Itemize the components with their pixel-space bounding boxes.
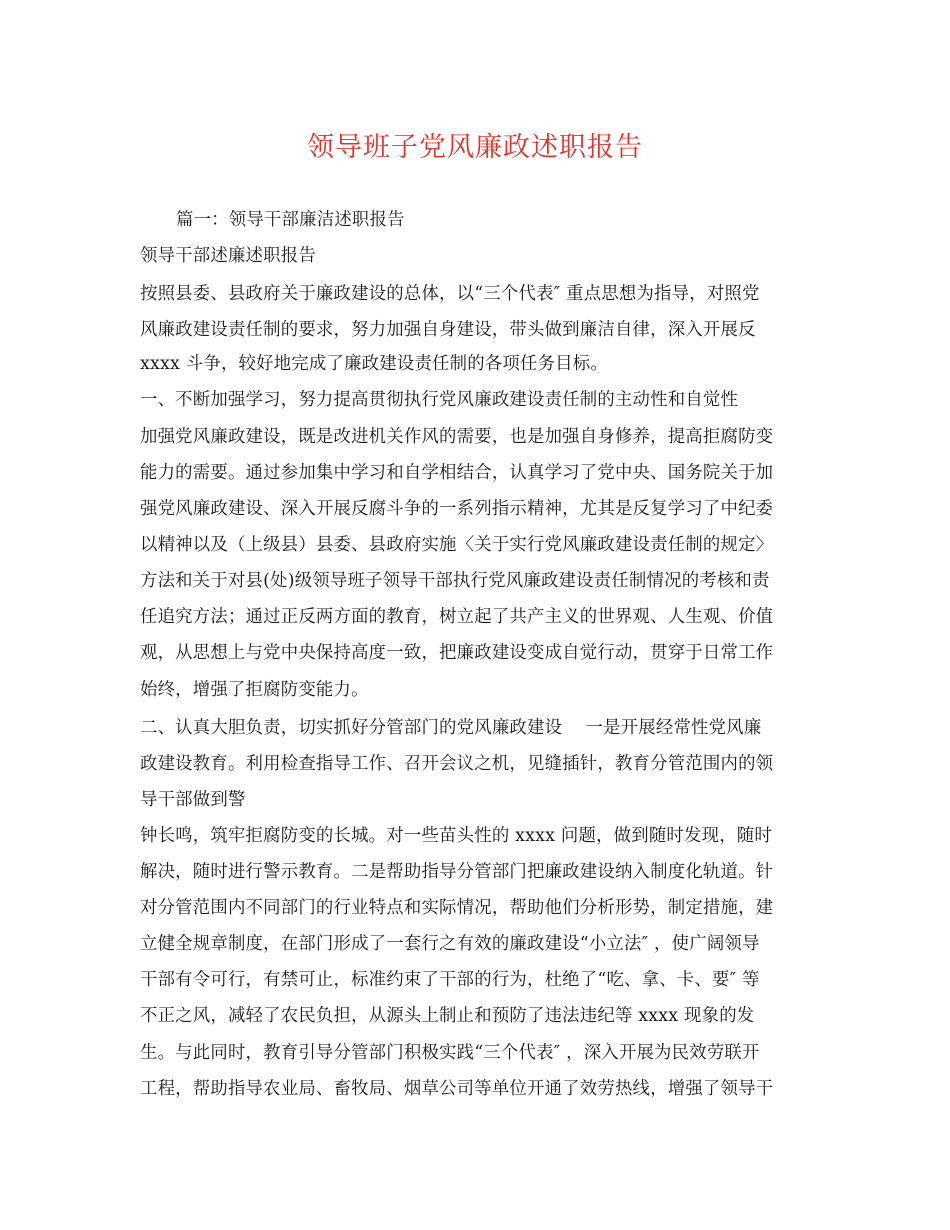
body-line: 生。与此同时，教育引导分管部门积极实践“三个代表″ ，深入开展为民效劳联开 (140, 1043, 760, 1063)
body-line: 任追究方法；通过正反两方面的教育，树立起了共产主义的世界观、人生观、价值 (140, 607, 774, 627)
body-line: 能力的需要。通过参加集中学习和自学相结合，认真学习了党中央、国务院关于加 (140, 463, 774, 483)
body-line: 强党风廉政建设、深入开展反腐斗争的一系列指示精神，尤其是反复学习了中纪委 (140, 499, 774, 519)
body-line: 按照县委、县政府关于廉政建设的总体，以“三个代表″ 重点思想为指导，对照党 (140, 284, 760, 304)
point-heading: 一、不断加强学习，努力提高贯彻执行党风廉政建设责任制的主动性和自觉性 (140, 390, 739, 410)
subheading: 领导干部述廉述职报告 (140, 246, 316, 266)
section-heading: 篇一：领导干部廉洁述职报告 (176, 210, 405, 230)
body-line: 钟长鸣，筑牢拒腐防变的长城。对一些苗头性的 xxxx 问题，做到随时发现，随时 (140, 826, 772, 846)
point-heading: 二、认真大胆负责，切实抓好分管部门的党风廉政建设 一是开展经常性党风廉 (140, 718, 762, 738)
body-line: 立健全规章制度，在部门形成了一套行之有效的廉政建设“小立法″ ，使广阔领导 (140, 934, 760, 954)
body-line: 对分管范围内不同部门的行业特点和实际情况，帮助他们分析形势，制定措施，建 (140, 898, 774, 918)
body-line: 政建设教育。利用检查指导工作、召开会议之机，见缝插针，教育分管范围内的领 (140, 754, 774, 774)
body-line: 方法和关于对县(处)级领导班子领导干部执行党风廉政建设责任制情况的考核和责 (140, 571, 770, 591)
body-line: 观，从思想上与党中央保持高度一致，把廉政建设变成自觉行动，贯穿于日常工作 (140, 643, 774, 663)
body-line: 解决，随时进行警示教育。二是帮助指导分管部门把廉政建设纳入制度化轨道。针 (140, 862, 774, 882)
body-line: 导干部做到警 (140, 790, 246, 810)
body-line: 始终，增强了拒腐防变能力。 (140, 680, 369, 700)
body-line: 不正之风，减轻了农民负担，从源头上制止和预防了违法违纪等 xxxx 现象的发 (140, 1006, 755, 1026)
document-title: 领导班子党风廉政述职报告 (307, 132, 643, 163)
body-line: 干部有令可行，有禁可止，标准约束了干部的行为，杜绝了“吃、拿、卡、要″ 等 (140, 970, 760, 990)
body-line: 风廉政建设责任制的要求，努力加强自身建设，带头做到廉洁自律，深入开展反 (140, 320, 756, 340)
body-line: 加强党风廉政建设，既是改进机关作风的需要，也是加强自身修养，提高拒腐防变 (140, 427, 774, 447)
body-line: 工程，帮助指导农业局、畜牧局、烟草公司等单位开通了效劳热线，增强了领导干 (140, 1079, 774, 1099)
body-line: xxxx 斗争，较好地完成了廉政建设责任制的各项任务目标。 (140, 354, 608, 374)
body-line: 以精神以及（上级县）县委、县政府实施〈关于实行党风廉政建设责任制的规定〉 (140, 535, 774, 555)
